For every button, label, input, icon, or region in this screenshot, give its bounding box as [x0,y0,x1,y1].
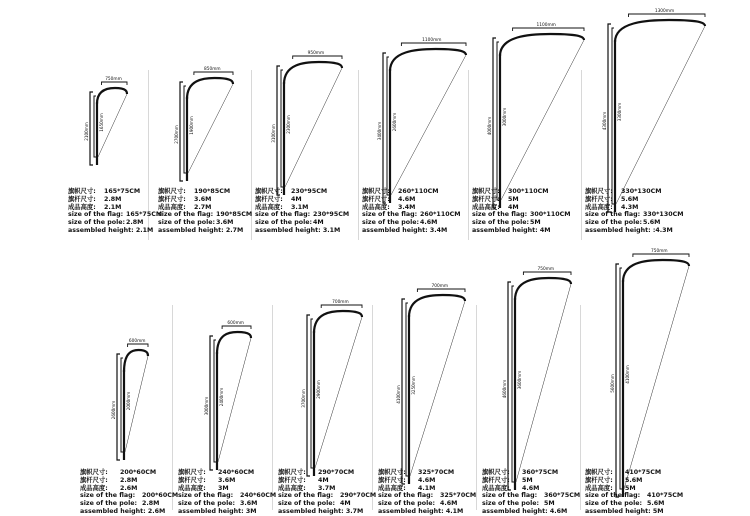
spec-value: 2.7M [225,226,244,234]
spec-key: size of the flag: [80,492,136,500]
spec-value: 3.7M [318,484,336,492]
spec-value: 190*85CM [194,188,231,195]
spec-key: 旗帜尺寸: [80,469,108,476]
spec-key: size of the flag: [178,492,234,500]
spec-key: 旗帜尺寸: [158,188,186,195]
spec-key: 成品高度: [585,203,613,211]
spec-value: 3.4M [429,226,448,234]
flag-width-label: 600mm [227,321,244,326]
pole-height-label: 4300mm [602,111,607,131]
spec-key: assembled height: [255,226,321,234]
spec-key: size of the pole: [178,500,236,508]
pole-height-label: 3100mm [271,124,276,143]
spec-value: 325*70CM [440,492,477,500]
spec-value: 2.6M [120,484,138,492]
spec-value: 330*130CM [621,188,662,195]
pole-height-label: 3700mm [301,389,306,408]
spec-list [585,469,701,516]
spec-key: size of the flag: [482,492,538,500]
spec-key: 成品高度: [278,484,306,492]
spec-key: size of the pole: [80,500,138,508]
spec-value: 360*75CM [522,469,559,476]
spec-key: size of the pole: [585,219,643,227]
spec-value: 4M [539,226,551,234]
spec-value: 325*70CM [418,469,455,476]
spec-key: size of the flag: [585,211,641,219]
spec-value: 4M [508,203,519,211]
spec-key: 旗杆尺寸: [178,476,206,484]
pole-height-label: 4600mm [502,379,507,399]
spec-key: 成品高度: [158,203,186,211]
spec-value: 2.8M [104,195,122,203]
spec-value: 2.8M [142,500,160,508]
flag-height-label: 2600mm [392,112,397,132]
spec-value: 4M [313,219,324,227]
spec-key: size of the flag: [362,211,418,219]
spec-value: 2.6M [147,507,166,515]
spec-value: 4.6M [398,195,416,203]
flag-width-label: 700mm [332,300,349,305]
spec-value: 5.6M [625,476,643,484]
spec-key: 旗杆尺寸: [68,195,96,203]
spec-value: 4.3M [621,203,639,211]
spec-value: 3.6M [240,500,258,508]
spec-value: 3.4M [398,203,416,211]
spec-key: size of the pole: [255,219,313,227]
spec-key: 成品高度: [378,484,406,492]
spec-value: 5M [544,500,555,508]
spec-key: size of the flag: [585,492,641,500]
spec-value: 5.6M [621,195,639,203]
spec-key: 成品高度: [362,203,390,211]
spec-value: 300*110CM [530,211,571,219]
spec-value: 5M [625,484,636,492]
spec-key: assembled height: [278,507,344,515]
spec-value: 240*60CM [218,469,255,476]
flag-size-en-row [585,492,701,500]
spec-value: 230*95CM [313,211,350,219]
spec-value: 290*70CM [318,469,355,476]
flag-curve [623,260,689,282]
assembled-height-cn-row [585,485,701,493]
spec-key: 成品高度: [482,484,510,492]
spec-key: 成品高度: [255,203,283,211]
flag-width-label: 750mm [537,267,555,272]
spec-key: 旗杆尺寸: [482,476,510,484]
spec-key: size of the flag: [378,492,434,500]
flag-height-label: 3250mm [411,376,416,395]
pole-height-label: 4100mm [396,385,401,404]
spec-value: 165*75CM [104,188,141,195]
spec-key: size of the flag: [255,211,311,219]
flag-height-label: 2000mm [126,391,131,411]
spec-value: 4.6M [420,219,438,227]
spec-value: 3.7M [345,507,364,515]
spec-value: 4M [340,500,351,508]
spec-key: 旗帜尺寸: [585,188,613,195]
spec-value: 3M [218,484,229,492]
spec-value: 4.1M [445,507,464,515]
spec-value: 4.6M [522,484,540,492]
pole-height-label: 2600mm [111,400,116,420]
spec-value: 360*75CM [544,492,581,500]
pole-height-label: 2100mm [84,122,89,141]
flag-height-label: 1900mm [189,116,194,135]
spec-value: 4.6M [440,500,458,508]
spec-key: 旗帜尺寸: [472,188,500,195]
spec-value: 190*85CM [216,211,253,219]
spec-value: 330*130CM [643,211,684,219]
spec-value: 260*110CM [398,188,439,195]
flag-size-cn-row [585,469,701,477]
spec-value: 200*60CM [142,492,179,500]
spec-key: assembled height: [585,507,651,515]
spec-value: 3.6M [216,219,234,227]
spec-key: 成品高度: [80,484,108,492]
spec-key: size of the flag: [68,211,124,219]
pole-height-label: 4000mm [487,116,492,136]
spec-key: 旗杆尺寸: [472,195,500,203]
spec-key: assembled height: [585,226,651,234]
flag-height-label: 2300mm [286,115,291,134]
spec-key: 旗杆尺寸: [255,195,283,203]
spec-key: 旗帜尺寸: [585,469,613,476]
pole-size-cn-row [585,477,701,485]
spec-value: 2.8M [126,219,144,227]
spec-value: 2.1M [135,226,154,234]
pole-height-label: 3000mm [204,396,209,416]
spec-key: 旗帜尺寸: [378,469,406,476]
spec-value: 3.1M [322,226,341,234]
spec-key: size of the pole: [472,219,530,227]
spec-key: size of the flag: [278,492,334,500]
flag-width-label: 950mm [307,51,325,56]
spec-key: size of the pole: [158,219,216,227]
flag-height-label: 3300mm [617,102,622,122]
spec-key: 旗帜尺寸: [68,188,96,195]
flag-width-label: 600mm [128,339,146,344]
spec-key: assembled height: [362,226,428,234]
flag-height-label: 3600mm [517,370,522,390]
spec-value: 4.6M [549,507,568,515]
spec-value: 410*75CM [625,469,662,476]
flag-width-label: 1300mm [654,9,675,14]
spec-key: size of the flag: [158,211,214,219]
spec-key: assembled height: [378,507,444,515]
spec-key: size of the pole: [278,500,336,508]
spec-key: 旗帜尺寸: [178,469,206,476]
spec-value: 2.7M [194,203,212,211]
spec-value: 3M [245,507,257,515]
spec-value: 5M [530,219,541,227]
flag-width-label: 1100mm [422,38,442,43]
spec-key: 旗杆尺寸: [278,476,306,484]
spec-value: 165*75CM [126,211,163,219]
spec-key: 旗帜尺寸: [255,188,283,195]
spec-key: 旗帜尺寸: [482,469,510,476]
spec-key: 旗杆尺寸: [378,476,406,484]
spec-value: 3.6M [218,476,236,484]
flag-width-bracket [633,254,689,257]
spec-value: 410*75CM [647,492,684,500]
flag-width-label: 850mm [204,67,221,72]
spec-key: 旗杆尺寸: [80,476,108,484]
spec-value: 260*110CM [420,211,461,219]
spec-key: size of the pole: [68,219,126,227]
spec-key: 成品高度: [472,203,500,211]
spec-key: 成品高度: [585,484,613,492]
spec-value: 2.1M [104,203,122,211]
spec-value: 300*110CM [508,188,549,195]
pole-height-bracket [616,264,619,497]
pole-height-label: 2700mm [174,125,179,144]
spec-key: assembled height: [482,507,548,515]
spec-value: 4M [318,476,329,484]
spec-value: 5M [522,476,533,484]
spec-key: size of the pole: [585,500,643,508]
spec-value: 3.1M [291,203,309,211]
spec-key: 成品高度: [178,484,206,492]
spec-value: 5M [652,507,664,515]
spec-value: 3.6M [194,195,212,203]
spec-key: 旗杆尺寸: [362,195,390,203]
spec-key: 旗杆尺寸: [585,195,613,203]
flag-height-label: 2900mm [316,380,321,399]
flag-width-label: 700mm [431,284,449,289]
spec-key: 成品高度: [68,203,96,211]
spec-value: 230*95CM [291,188,328,195]
spec-key: size of the flag: [472,211,528,219]
flag-height-label: 1650mm [99,113,104,132]
flag-height-label: 2400mm [219,387,224,407]
spec-value: 200*60CM [120,469,157,476]
flag-height-label: 4100mm [625,365,630,384]
spec-key: 旗帜尺寸: [278,469,306,476]
pole-height-label: 3400mm [377,121,382,141]
flag-width-label: 1100mm [536,23,556,28]
spec-value: 4.1M [418,484,436,492]
pole-height-label: 5600mm [610,374,615,393]
spec-key: assembled height: [158,226,224,234]
spec-value: :4.3M [652,226,673,234]
spec-key: assembled height: [80,507,146,515]
spec-key: 旗杆尺寸: [158,195,186,203]
flag-width-label: 750mm [105,77,122,82]
spec-value: 290*70CM [340,492,377,500]
spec-value: 4M [291,195,302,203]
spec-key: size of the pole: [362,219,420,227]
spec-key: size of the pole: [482,500,540,508]
flag-edge [624,266,689,489]
spec-key: assembled height: [178,507,244,515]
flag-width-label: 750mm [651,249,668,254]
spec-key: assembled height: [68,226,134,234]
pole-size-en-row [585,500,701,508]
spec-key: assembled height: [472,226,538,234]
spec-key: 旗杆尺寸: [585,476,613,484]
spec-value: 240*60CM [240,492,277,500]
spec-value: 5.6M [647,500,665,508]
flag-height-label: 3000mm [502,107,507,127]
spec-value: 5.6M [643,219,661,227]
spec-value: 4.6M [418,476,436,484]
spec-key: 旗帜尺寸: [362,188,390,195]
spec-key: size of the pole: [378,500,436,508]
flag-height-bracket [620,268,622,489]
spec-value: 5M [508,195,519,203]
spec-value: 2.8M [120,476,138,484]
